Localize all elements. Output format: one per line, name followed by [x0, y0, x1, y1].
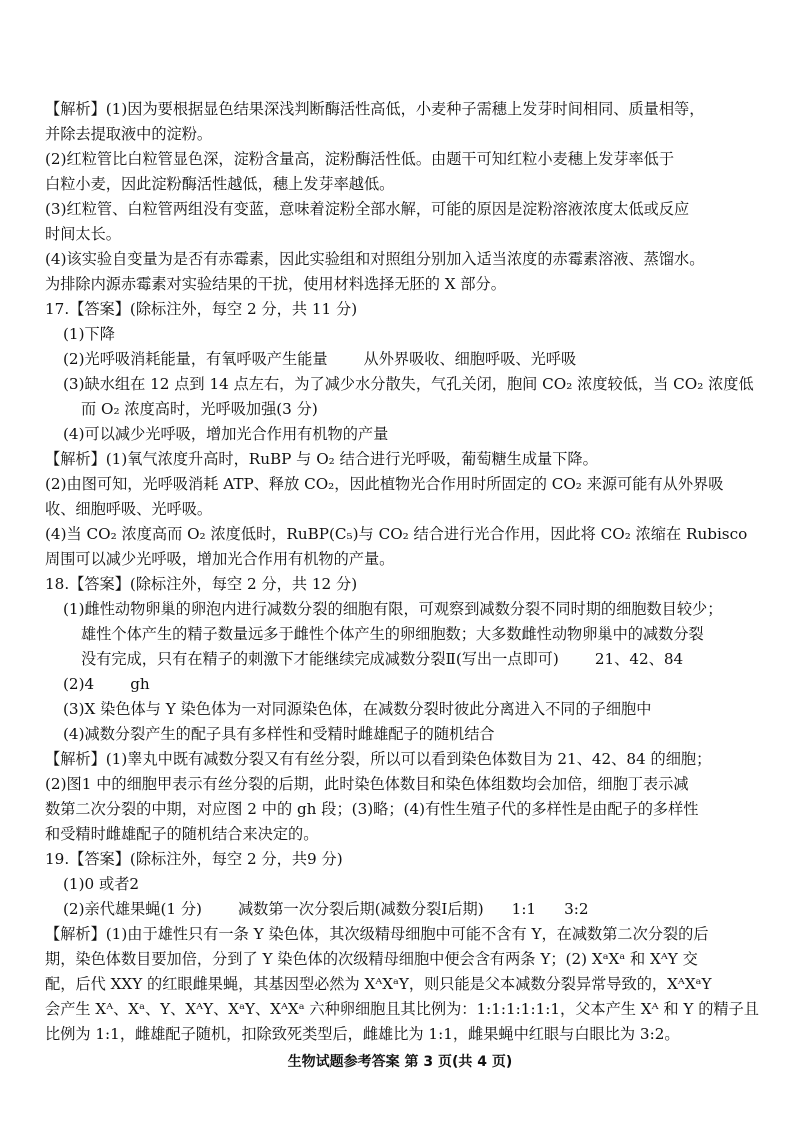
line-text: 雄性个体产生的精子数量远多于雌性个体产生的卵细胞数；大多数雌性动物卵巢中的减数分裂 — [81, 625, 704, 643]
line-text: 会产生 Xᴬ、Xᵃ、Y、XᴬY、XᵃY、XᴬXᵃ 六种卵细胞且其比例为：1:1:1:1:1:1，父本产生 Xᴬ 和 Y 的精子且 — [45, 1000, 759, 1018]
line-text: (4)减数分裂产生的配子具有多样性和受精时雌雄配子的随机结合 — [63, 725, 495, 743]
line-text: 没有完成，只有在精子的刺激下才能继续完成减数分裂Ⅱ(写出一点即可) — [81, 650, 559, 668]
text-line — [45, 847, 760, 872]
answer-content — [45, 97, 760, 1047]
text-line — [45, 272, 760, 297]
line-text: 而 O₂ 浓度高时，光呼吸加强(3 分) — [81, 400, 318, 418]
line-text: 17.【答案】(除标注外，每空 2 分，共 11 分) — [45, 300, 358, 318]
text-line — [45, 247, 760, 272]
line-text: (1)下降 — [63, 325, 115, 343]
line-text: 配，后代 XXY 的红眼雌果蝇，其基因型必然为 XᴬXᵃY，则只能是父本减数分裂异常导致的，XᴬXᵃY — [45, 975, 712, 993]
text-line — [45, 547, 760, 572]
line-text: 周围可以减少光呼吸，增加光合作用有机物的产量。 — [45, 550, 395, 568]
text-line — [45, 222, 760, 247]
text-line — [45, 372, 760, 397]
text-line — [45, 772, 760, 797]
line-text: (2)图1 中的细胞甲表示有丝分裂的后期，此时染色体数目和染色体组数均会加倍，细胞丁表示减 — [45, 775, 689, 793]
text-line — [45, 347, 760, 372]
line-text: (1)0 或者2 — [63, 875, 140, 893]
text-line — [45, 522, 760, 547]
text-line — [45, 447, 760, 472]
text-line — [45, 697, 760, 722]
text-line — [45, 822, 760, 847]
line-text: (4)当 CO₂ 浓度高而 O₂ 浓度低时，RuBP(C₅)与 CO₂ 结合进行光合作用，因此将 CO₂ 浓缩在 Rubisco — [45, 525, 748, 543]
text-line — [45, 797, 760, 822]
answer-blank: 1:1 — [511, 900, 537, 918]
line-text: 18.【答案】(除标注外，每空 2 分，共 12 分) — [45, 575, 358, 593]
text-line — [45, 422, 760, 447]
text-line — [45, 872, 760, 897]
text-line — [45, 322, 760, 347]
line-text: 和受精时雌雄配子的随机结合来决定的。 — [45, 825, 319, 843]
text-line — [45, 947, 760, 972]
text-line — [45, 1022, 760, 1047]
line-text: 期，染色体数目要加倍，分到了 Y 染色体的次级精母细胞中便会含有两条 Y；(2) XᵃXᵃ 和 XᴬY 交 — [45, 950, 698, 968]
text-line — [45, 97, 760, 122]
line-text: 【解析】(1)因为要根据显色结果深浅判断酶活性高低，小麦种子需穗上发芽时间相同、质量相等， — [45, 100, 705, 118]
text-line — [45, 672, 760, 697]
answer-blank: 减数第一次分裂后期(减数分裂Ⅰ后期) — [237, 900, 484, 918]
line-text: (3)X 染色体与 Y 染色体为一对同源染色体，在减数分裂时彼此分离进入不同的子细胞中 — [63, 700, 652, 718]
page-footer: 生物试题参考答案 第 3 页(共 4 页) — [287, 1054, 513, 1070]
text-line — [45, 197, 760, 222]
line-text: 并除去提取液中的淀粉。 — [45, 125, 213, 143]
text-line — [45, 647, 760, 672]
line-text: (3)红粒管、白粒管两组没有变蓝，意味着淀粉全部水解，可能的原因是淀粉溶液浓度太低或反应 — [45, 200, 690, 218]
text-line — [45, 922, 760, 947]
text-line — [45, 122, 760, 147]
line-text: 白粒小麦，因此淀粉酶活性越低，穗上发芽率越低。 — [45, 175, 395, 193]
text-line — [45, 572, 760, 597]
answer-blank: 3:2 — [564, 900, 589, 918]
text-line — [45, 897, 760, 922]
line-text: 19.【答案】(除标注外，每空 2 分，共9 分) — [45, 850, 343, 868]
answer-blank: 从外界吸收、细胞呼吸、光呼吸 — [363, 350, 577, 368]
line-text: (4)可以减少光呼吸，增加光合作用有机物的产量 — [63, 425, 389, 443]
answer-blank: gh — [130, 675, 150, 693]
line-text: (2)亲代雄果蝇(1 分) — [63, 900, 202, 918]
text-line — [45, 147, 760, 172]
text-line — [45, 297, 760, 322]
text-line — [45, 172, 760, 197]
line-text: 比例为 1:1，雌雄配子随机，扣除致死类型后，雌雄比为 1:1，雌果蝇中红眼与白眼比为 3:2。 — [45, 1025, 680, 1043]
line-text: (2)4 — [63, 675, 95, 693]
text-line — [45, 997, 760, 1022]
text-line — [45, 397, 760, 422]
text-line — [45, 597, 760, 622]
line-text: 【解析】(1)睾丸中既有减数分裂又有有丝分裂，所以可以看到染色体数目为 21、42、84 的细胞； — [45, 750, 712, 768]
text-line — [45, 497, 760, 522]
line-text: (1)雌性动物卵巢的卵泡内进行减数分裂的细胞有限，可观察到减数分裂不同时期的细胞数目较少； — [63, 600, 723, 618]
line-text: 为排除内源赤霉素对实验结果的干扰，使用材料选择无胚的 X 部分。 — [45, 275, 506, 293]
line-text: 【解析】(1)由于雄性只有一条 Y 染色体，其次级精母细胞中可能不含有 Y，在减数第二次分裂的后 — [45, 925, 709, 943]
line-text: (3)缺水组在 12 点到 14 点左右，为了减少水分散失，气孔关闭，胞间 CO₂ 浓度较低，当 CO₂ 浓度低 — [63, 375, 754, 393]
answer-blank: 21、42、84 — [594, 650, 684, 668]
text-line — [45, 722, 760, 747]
line-text: (2)由图可知，光呼吸消耗 ATP、释放 CO₂，因此植物光合作用时所固定的 CO₂ 来源可能有从外界吸 — [45, 475, 724, 493]
line-text: 【解析】(1)氧气浓度升高时，RuBP 与 O₂ 结合进行光呼吸，葡萄糖生成量下降。 — [45, 450, 598, 468]
line-text: 数第二次分裂的中期，对应图 2 中的 gh 段；(3)略；(4)有性生殖子代的多样性是由配子的多样性 — [45, 800, 699, 818]
line-text: 收、细胞呼吸、光呼吸。 — [45, 500, 213, 518]
line-text: (2)光呼吸消耗能量，有氧呼吸产生能量 — [63, 350, 328, 368]
text-line — [45, 747, 760, 772]
line-text: (4)该实验自变量为是否有赤霉素，因此实验组和对照组分别加入适当浓度的赤霉素溶液、蒸馏水。 — [45, 250, 705, 268]
text-line — [45, 972, 760, 997]
line-text: (2)红粒管比白粒管显色深，淀粉含量高，淀粉酶活性低。由题干可知红粒小麦穗上发芽率低于 — [45, 150, 675, 168]
text-line — [45, 472, 760, 497]
line-text: 时间太长。 — [45, 225, 121, 243]
text-line — [45, 622, 760, 647]
